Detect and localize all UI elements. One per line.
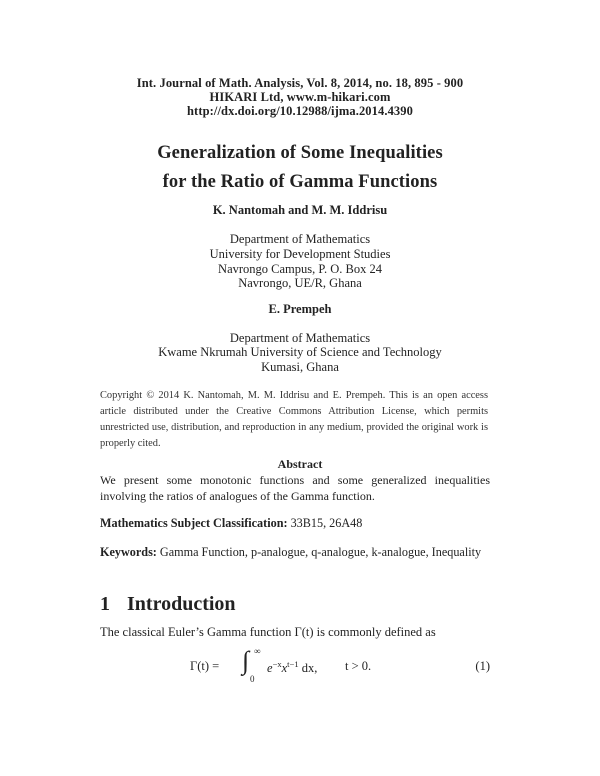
equation-integrand: $e^{-x}x^{t-1}$ dx, bbox=[267, 659, 318, 676]
affiliation-1-line-1: Department of Mathematics bbox=[229, 232, 371, 246]
equation-condition: t > 0. bbox=[345, 659, 372, 673]
keywords-value: Gamma Function, p-analogue, q-analogue, k-analogue, Inequality bbox=[156, 545, 482, 559]
msc-classification bbox=[100, 515, 490, 532]
section-number: 1 bbox=[100, 593, 110, 615]
affiliation-2-line-1: Department of Mathematics bbox=[229, 331, 371, 345]
authors-first: K. Nantomah and M. M. Iddrisu bbox=[212, 203, 388, 217]
section-title: Introduction bbox=[127, 593, 236, 615]
msc-value: 33B15, 26A48 bbox=[287, 516, 363, 530]
integral-upper-limit: ∞ bbox=[254, 646, 261, 656]
affiliation-1-line-2: University for Development Studies bbox=[209, 247, 391, 261]
affiliation-1-line-3: Navrongo Campus, P. O. Box 24 bbox=[218, 262, 382, 276]
abstract-heading: Abstract bbox=[277, 457, 323, 471]
abstract-text: We present some monotonic functions and some generalized inequalities involving the ratios of analogues of the Gamma function. bbox=[100, 473, 490, 503]
section-heading bbox=[100, 593, 236, 616]
copyright-notice: Copyright © 2014 K. Nantomah, M. M. Iddrisu and E. Prempeh. This is an open access article distributed under the Creative Commons Attribution License, which permits unrestricted use, distribution, and reproduction in any medium, provided the original work is properly cited. bbox=[100, 390, 488, 449]
affiliation-2-line-3: Kumasi, Ghana bbox=[261, 360, 339, 374]
journal-line: Int. Journal of Math. Analysis, Vol. 8, 2014, no. 18, 895 - 900 bbox=[136, 76, 464, 90]
keywords bbox=[100, 544, 490, 561]
integral-lower-limit: 0 bbox=[250, 674, 255, 684]
doi-line: http://dx.doi.org/10.12988/ijma.2014.4390 bbox=[187, 104, 413, 118]
keywords-label: Keywords: bbox=[100, 545, 157, 559]
publisher-line: HIKARI Ltd, www.m-hikari.com bbox=[209, 90, 391, 104]
integral-sign: ∫ bbox=[242, 646, 250, 675]
equation-lhs: Γ(t) = bbox=[190, 659, 220, 673]
paper-title-line-1: Generalization of Some Inequalities bbox=[157, 143, 443, 163]
authors-second: E. Prempeh bbox=[268, 302, 332, 316]
msc-label: Mathematics Subject Classification: bbox=[100, 516, 288, 530]
paper-title-line-2: for the Ratio of Gamma Functions bbox=[162, 172, 438, 192]
equation-gamma-definition bbox=[190, 646, 490, 690]
intro-paragraph: The classical Euler’s Gamma function Γ(t) is commonly defined as bbox=[100, 625, 436, 639]
equation-number: (1) bbox=[475, 659, 490, 673]
affiliation-1-line-4: Navrongo, UE/R, Ghana bbox=[238, 276, 362, 290]
affiliation-2-line-2: Kwame Nkrumah University of Science and Technology bbox=[158, 345, 442, 359]
